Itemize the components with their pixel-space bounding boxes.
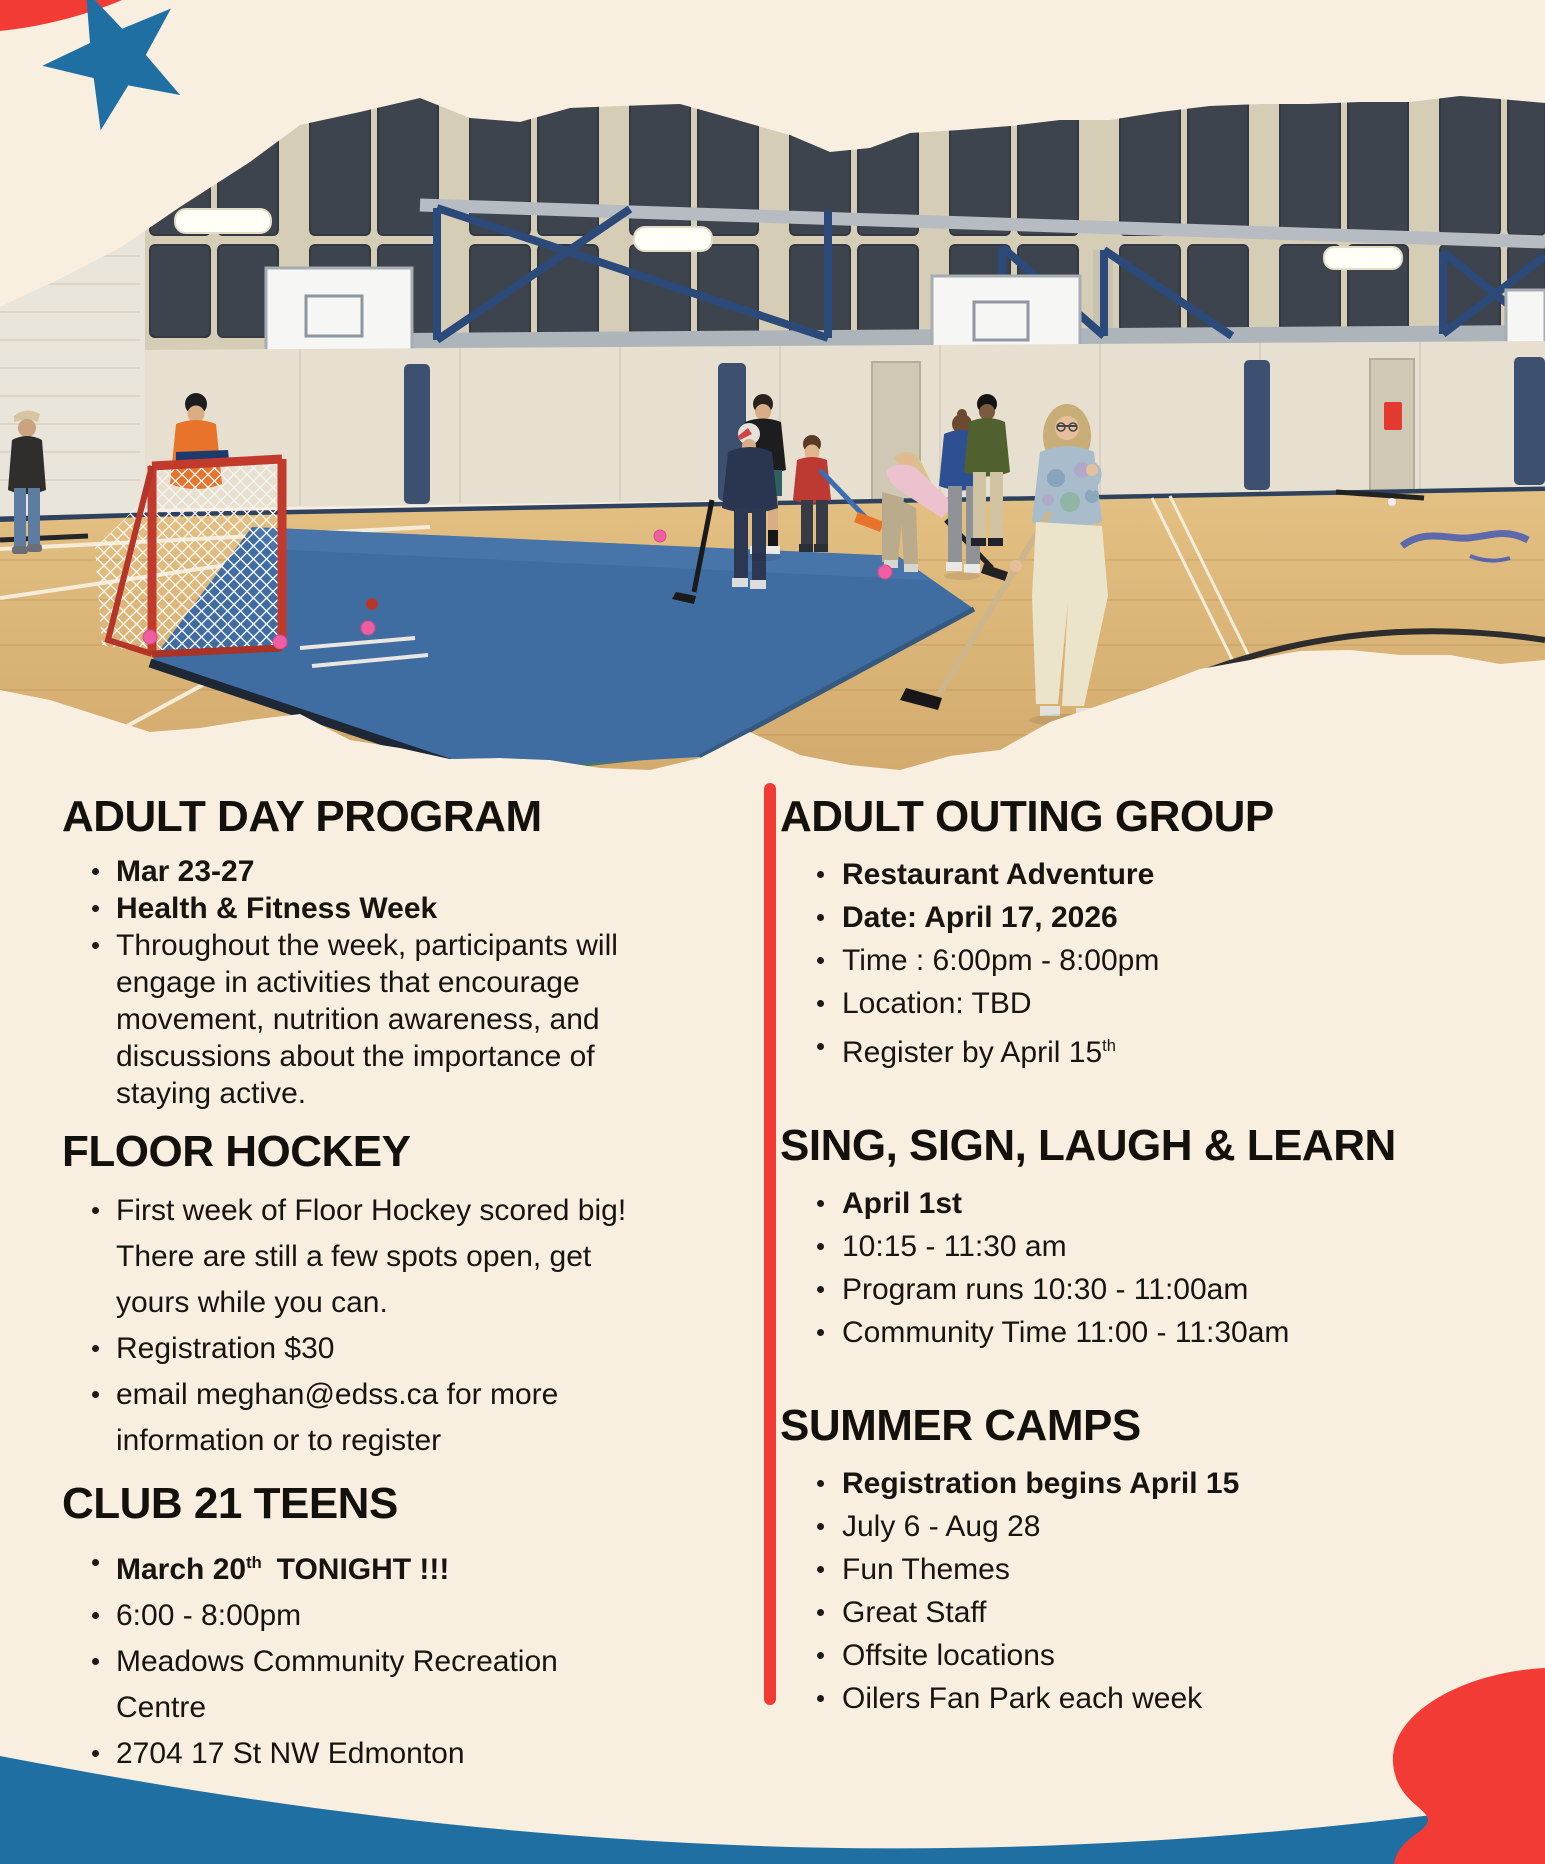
section-title: ADULT DAY PROGRAM [62, 792, 542, 841]
red-blob-icon [0, 1660, 1545, 1864]
list-item: Offsite locations [780, 1634, 1490, 1677]
left-column [62, 793, 627, 1793]
list-item: Fun Themes [780, 1548, 1490, 1591]
list-item: Great Staff [780, 1591, 1490, 1634]
section-title: FLOOR HOCKEY [62, 1127, 411, 1176]
section-list [780, 853, 1490, 1074]
section-list [62, 853, 627, 1112]
column-divider [764, 783, 776, 1705]
list-item: 10:15 - 11:30 am [780, 1225, 1490, 1268]
list-item: Throughout the week, participants will engage in activities that encourage movement, nutrition awareness, and discussions about the importance of staying active. [62, 927, 627, 1112]
list-item: Program runs 10:30 - 11:00am [780, 1268, 1490, 1311]
list-item: First week of Floor Hockey scored big! There are still a few spots open, get yours while you can. [62, 1188, 627, 1326]
program-section [780, 1122, 1490, 1354]
list-item: Restaurant Adventure [780, 853, 1490, 896]
list-item: Registration begins April 15 [780, 1462, 1490, 1505]
list-item: March 20th TONIGHT !!! [62, 1540, 627, 1593]
list-item: 6:00 - 8:00pm [62, 1593, 627, 1639]
list-item: Community Time 11:00 - 11:30am [780, 1311, 1490, 1354]
list-item: Location: TBD [780, 982, 1490, 1025]
list-item: Oilers Fan Park each week [780, 1677, 1490, 1720]
fire-alarm [1384, 402, 1402, 430]
section-title: ADULT OUTING GROUP [780, 792, 1274, 841]
section-title: SUMMER CAMPS [780, 1401, 1141, 1450]
list-item: July 6 - Aug 28 [780, 1505, 1490, 1548]
gym-photo [0, 80, 1545, 780]
list-item: 2704 17 St NW Edmonton [62, 1731, 627, 1777]
program-section [62, 793, 627, 1112]
list-item: Registration $30 [62, 1326, 627, 1372]
program-section [62, 1128, 627, 1464]
section-title: SING, SIGN, LAUGH & LEARN [780, 1121, 1396, 1170]
section-list [62, 1188, 627, 1464]
list-item: Time : 6:00pm - 8:00pm [780, 939, 1490, 982]
program-section [780, 793, 1490, 1074]
section-list [780, 1182, 1490, 1354]
right-column [780, 793, 1490, 1768]
list-item: Date: April 17, 2026 [780, 896, 1490, 939]
list-item: Mar 23-27 [62, 853, 627, 890]
list-item: April 1st [780, 1182, 1490, 1225]
list-item: Meadows Community Recreation Centre [62, 1639, 627, 1731]
list-item: Register by April 15th [780, 1025, 1490, 1074]
section-title: CLUB 21 TEENS [62, 1479, 398, 1528]
list-item: Health & Fitness Week [62, 890, 627, 927]
list-item: email meghan@edss.ca for more information or to register [62, 1372, 627, 1464]
